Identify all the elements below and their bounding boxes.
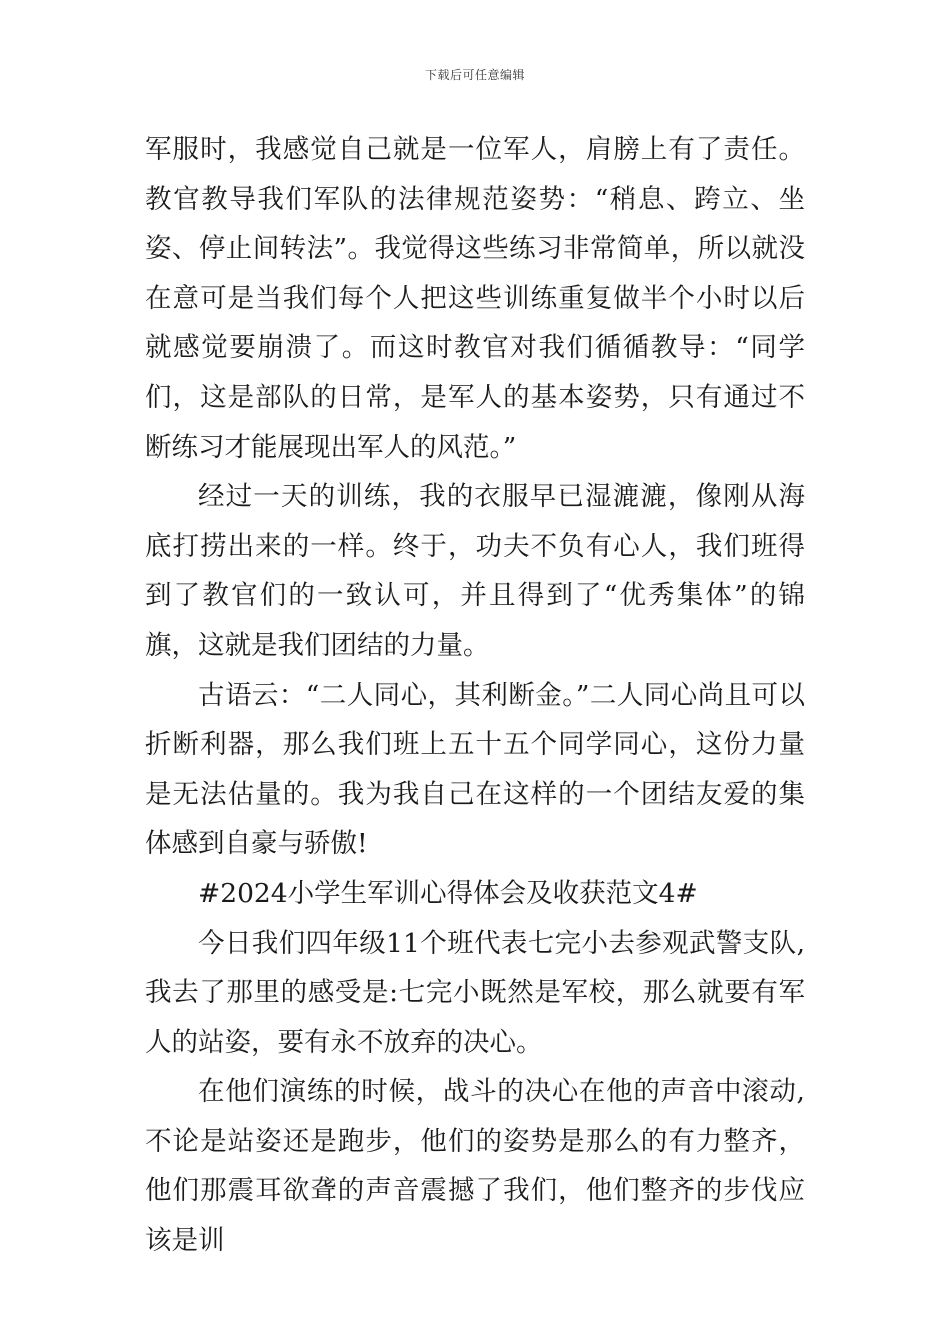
paragraph-4: 今日我们四年级11个班代表七完小去参观武警支队,我去了那里的感受是:七完小既然是军校，那么就要有军人的站姿，要有永不放弃的决心。: [145, 927, 805, 1058]
paragraph-5: 在他们演练的时候，战斗的决心在他的声音中滚动,不论是站姿还是跑步，他们的姿势是那么的有力整齐，他们那震耳欲聋的声音震撼了我们，他们整齐的步伐应该是训: [145, 1076, 805, 1257]
page-header-note: 下载后可任意编辑: [424, 68, 525, 82]
document-body: [145, 125, 805, 1266]
section-heading: #2024小学生军训心得体会及收获范文4#: [198, 877, 698, 909]
paragraph-3: 古语云：“二人同心，其利断金。”二人同心尚且可以折断利器，那么我们班上五十五个同学同心，这份力量是无法估量的。我为我自己在这样的一个团结友爱的集体感到自豪与骄傲!: [145, 679, 805, 860]
paragraph-1: 军服时，我感觉自己就是一位军人，肩膀上有了责任。教官教导我们军队的法律规范姿势：“稍息、跨立、坐姿、停止间转法”。我觉得这些练习非常简单，所以就没在意可是当我们每个人把这些训练重复做半个小时以后就感觉要崩溃了。而这时教官对我们循循教导：“同学们，这是部队的日常，是军人的基本姿势，只有通过不断练习才能展现出军人的风范。”: [145, 134, 805, 463]
paragraph-2: 经过一天的训练，我的衣服早已湿漉漉，像刚从海底打捞出来的一样。终于，功夫不负有心人，我们班得到了教官们的一致认可，并且得到了“优秀集体”的锦旗，这就是我们团结的力量。: [145, 481, 805, 661]
